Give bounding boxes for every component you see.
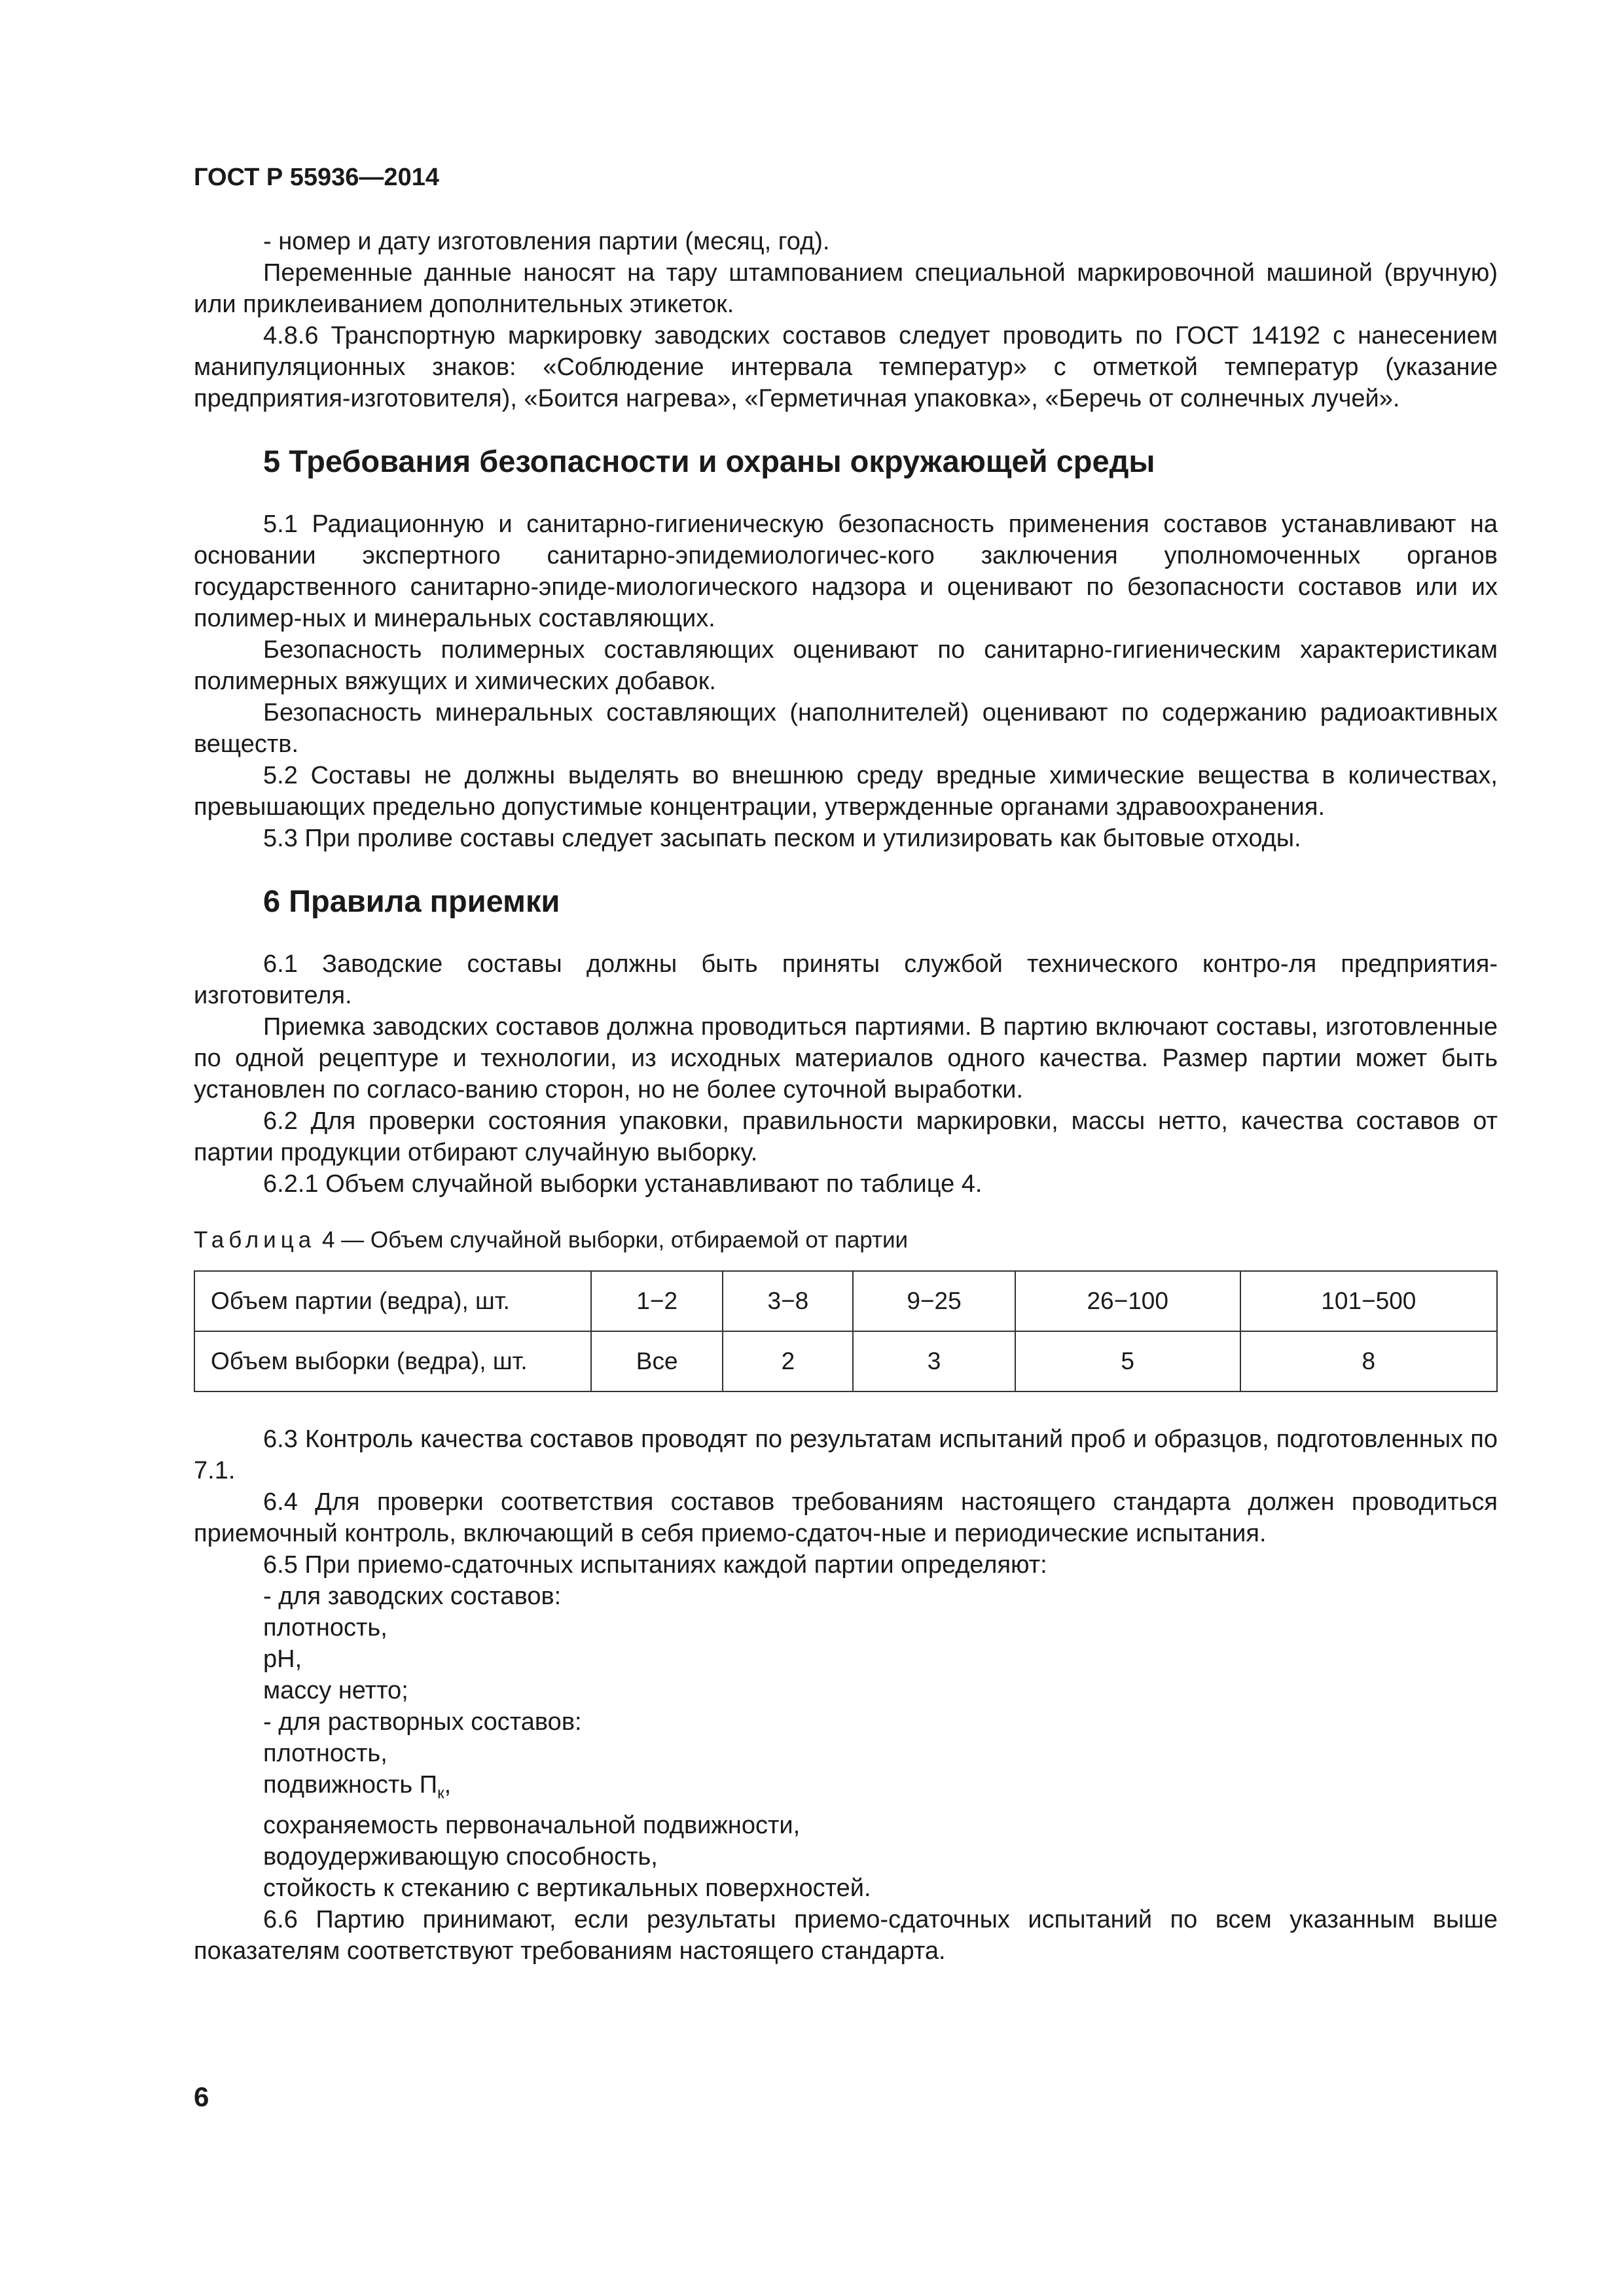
mobility-subscript: к <box>437 1784 444 1803</box>
paragraph-5-2: 5.2 Составы не должны выделять во внешнюю среду вредные химические вещества в количествах, превышающих предельно допустимые концентрации, утвержденные органами здравоохранения. <box>194 762 1498 821</box>
paragraph: Переменные данные наносят на тару штампованием специальной маркировочной машиной (вручную) или приклеиванием дополнительных этикеток. <box>194 259 1498 318</box>
section-6-heading: 6 Правила приемки <box>263 884 560 918</box>
paragraph: Приемка заводских составов должна проводиться партиями. В партию включают составы, изготовленные по одной рецептуре и технологии, из исходных материалов одного качества. Размер партии может быть установлен по согласо-ванию сторон, но не более суточной выработки. <box>194 1013 1498 1103</box>
paragraph-5-3: 5.3 При проливе составы следует засыпать песком и утилизировать как бытовые отходы. <box>263 825 1301 852</box>
table-caption <box>194 1226 1498 1255</box>
paragraph-5-1: 5.1 Радиационную и санитарно-гигиеническую безопасность применения составов устанавливают на основании экспертного санитарно-эпидемиологичес-кого заключения уполномоченных органов государственного санитарно-эпиде-миологического надзора и оценивают по безопасности составов или их полимер-ных и минеральных составляющих. <box>194 511 1498 632</box>
mobility-tail: , <box>444 1771 452 1799</box>
list-item: плотность, <box>263 1614 388 1641</box>
mobility-text: подвижность П <box>263 1771 438 1799</box>
paragraph-6-5: 6.5 При приемо-сдаточных испытаниях каждой партии определяют: <box>263 1551 1047 1579</box>
paragraph-6-2-1: 6.2.1 Объем случайной выборки устанавливают по таблице 4. <box>263 1170 983 1198</box>
list-item: плотность, <box>263 1740 388 1767</box>
table-cell: 3−8 <box>723 1271 853 1331</box>
paragraph-6-3: 6.3 Контроль качества составов проводят по результатам испытаний проб и образцов, подготовленных по 7.1. <box>194 1426 1498 1484</box>
table-cell: 1−2 <box>591 1271 723 1331</box>
paragraph-6-4: 6.4 Для проверки соответствия составов требованиям настоящего стандарта должен проводиться приемочный контроль, включающий в себя приемо-сдаточ-ные и периодические испытания. <box>194 1488 1498 1547</box>
paragraph-6-2: 6.2 Для проверки состояния упаковки, правильности маркировки, массы нетто, качества составов от партии продукции отбирают случайную выборку. <box>194 1107 1498 1166</box>
paragraph-6-1: 6.1 Заводские составы должны быть приняты службой технического контро-ля предприятия-изготовителя. <box>194 950 1498 1009</box>
list-item: стойкость к стеканию с вертикальных поверхностей. <box>263 1874 871 1902</box>
paragraph-4-8-6: 4.8.6 Транспортную маркировку заводских составов следует проводить по ГОСТ 14192 с нанесением манипуляционных знаков: «Соблюдение интервала температур» с отметкой температур (указание предприятия-изготовителя), «Боится нагрева», «Герметичная упаковка», «Беречь от солнечных лучей». <box>194 322 1498 412</box>
paragraph: Безопасность минеральных составляющих (наполнителей) оценивают по содержанию радиоактивных веществ. <box>194 699 1498 758</box>
table-cell: 2 <box>723 1331 853 1391</box>
list-item: pH, <box>263 1645 302 1673</box>
table-cell: Все <box>591 1331 723 1391</box>
list-heading: - для растворных составов: <box>263 1708 582 1736</box>
table-row <box>194 1271 1497 1331</box>
section-5-heading: 5 Требования безопасности и охраны окружающей среды <box>263 444 1155 478</box>
table-cell: 5 <box>1015 1331 1240 1391</box>
table-caption-word: Таблица <box>194 1227 316 1253</box>
document-body <box>194 226 1498 1967</box>
table-row-label: Объем партии (ведра), шт. <box>194 1271 591 1331</box>
paragraph: Безопасность полимерных составляющих оценивают по санитарно-гигиеническим характеристикам полимерных вяжущих и химических добавок. <box>194 636 1498 695</box>
list-item-mobility <box>194 1769 1498 1810</box>
table-cell: 9−25 <box>853 1271 1015 1331</box>
table-4 <box>194 1270 1498 1392</box>
list-item: - номер и дату изготовления партии (месяц, год). <box>263 228 830 255</box>
table-cell: 8 <box>1240 1331 1497 1391</box>
table-row <box>194 1331 1497 1391</box>
list-item: сохраняемость первоначальной подвижности, <box>263 1811 801 1839</box>
paragraph-6-6: 6.6 Партию принимают, если результаты приемо-сдаточных испытаний по всем указанным выше показателям соответствуют требованиям настоящего стандарта. <box>194 1905 1498 1965</box>
page-number: 6 <box>194 2081 209 2112</box>
list-item: водоудерживающую способность, <box>263 1842 658 1871</box>
table-cell: 3 <box>853 1331 1015 1391</box>
table-cell: 101−500 <box>1240 1271 1497 1331</box>
list-item: массу нетто; <box>263 1677 408 1704</box>
list-heading: - для заводских составов: <box>263 1583 562 1610</box>
table-caption-text: 4 — Объем случайной выборки, отбираемой от партии <box>316 1227 909 1253</box>
table-row-label: Объем выборки (ведра), шт. <box>194 1331 591 1391</box>
table-cell: 26−100 <box>1015 1271 1240 1331</box>
document-header: ГОСТ Р 55936—2014 <box>194 164 439 191</box>
